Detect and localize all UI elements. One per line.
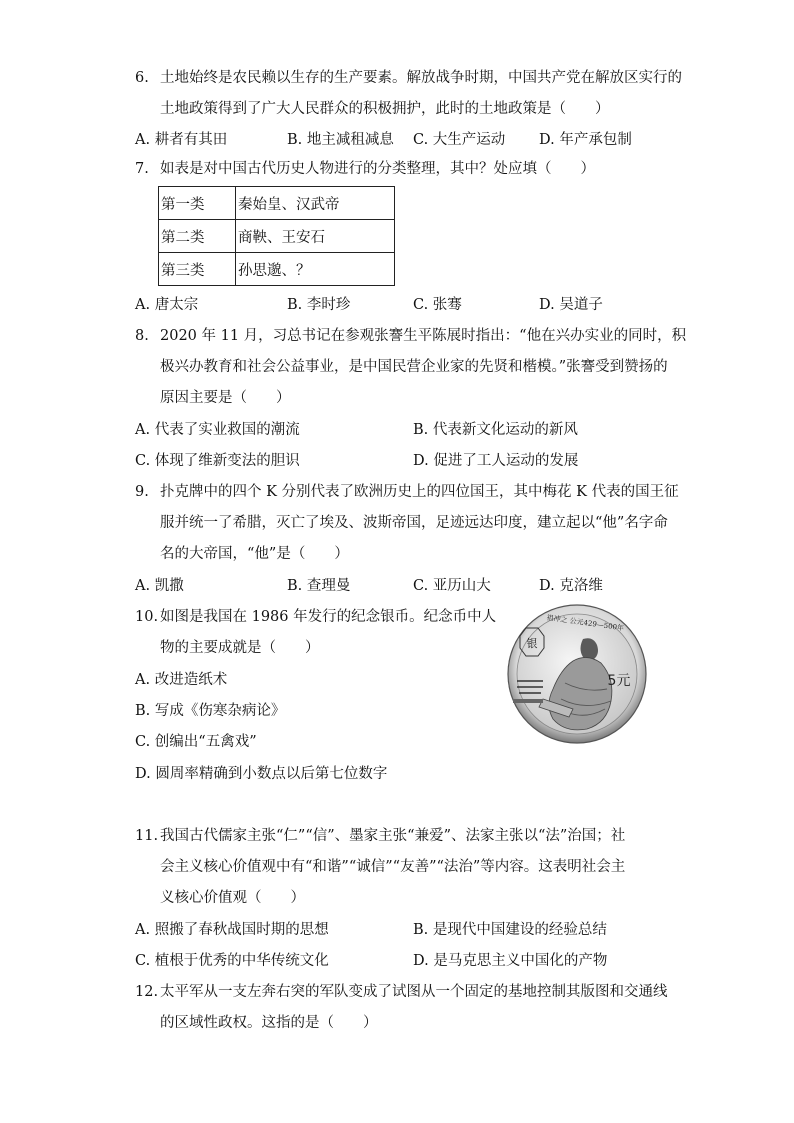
- question-number: 12.: [135, 984, 159, 1000]
- question-stem: 土地政策得到了广大人民群众的积极拥护，此时的土地政策是（ ）: [160, 101, 610, 117]
- coin-inscription: 祖冲之 公元429—500年: [546, 613, 625, 633]
- option-b[interactable]: B. 是现代中国建设的经验总结: [413, 922, 607, 938]
- option-a[interactable]: A. 代表了实业救国的潮流: [135, 422, 300, 438]
- table-cell: 秦始皇、汉武帝: [236, 187, 395, 220]
- question-stem: 原因主要是（ ）: [160, 390, 291, 406]
- question-number: 11.: [135, 828, 159, 844]
- option-b[interactable]: B. 地主减租减息: [287, 132, 394, 148]
- question-number: 10.: [135, 609, 159, 625]
- question-number: 8.: [135, 328, 149, 344]
- option-b[interactable]: B. 查理曼: [287, 578, 351, 594]
- table-cell: 商鞅、王安石: [236, 220, 395, 253]
- commemorative-coin-image: [495, 603, 660, 745]
- option-c[interactable]: C. 大生产运动: [413, 132, 506, 148]
- option-a[interactable]: A. 照搬了春秋战国时期的思想: [135, 922, 329, 938]
- question-stem: 会主义核心价值观中有“和谐”“诚信”“友善”“法治”等内容。这表明社会主: [160, 859, 626, 875]
- table-cell: 第三类: [159, 253, 236, 286]
- question-stem: 土地始终是农民赖以生存的生产要素。解放战争时期，中国共产党在解放区实行的: [160, 70, 682, 86]
- coin-mark-text: 银: [526, 637, 538, 650]
- question-number: 6.: [135, 70, 149, 86]
- table-cell: 第二类: [159, 220, 236, 253]
- option-c[interactable]: C. 体现了维新变法的胆识: [135, 453, 300, 469]
- table-cell: 孙思邈、？: [236, 253, 395, 286]
- option-d[interactable]: D. 吴道子: [539, 297, 603, 313]
- option-d[interactable]: D. 促进了工人运动的发展: [413, 453, 579, 469]
- option-c[interactable]: C. 亚历山大: [413, 578, 491, 594]
- question-stem: 太平军从一支左奔右突的军队变成了试图从一个固定的基地控制其版图和交通线: [160, 984, 668, 1000]
- question-stem: 服并统一了希腊，灭亡了埃及、波斯帝国，足迹远达印度，建立起以“他”名字命: [160, 515, 668, 531]
- question-stem: 我国古代儒家主张“仁”“信”、墨家主张“兼爱”、法家主张以“法”治国；社: [160, 828, 626, 844]
- table-row: [159, 220, 395, 253]
- option-d[interactable]: D. 克洛维: [539, 578, 603, 594]
- question-stem: 2020 年 11 月，习总书记在参观张謇生平陈展时指出：“他在兴办实业的同时，积: [160, 328, 687, 344]
- question-stem: 如图是我国在 1986 年发行的纪念银币。纪念币中人: [160, 609, 497, 625]
- question-number: 9.: [135, 484, 149, 500]
- option-b[interactable]: B. 代表新文化运动的新风: [413, 422, 578, 438]
- table-row: [159, 187, 395, 220]
- option-a[interactable]: A. 耕者有其田: [135, 132, 228, 148]
- option-d[interactable]: D. 是马克思主义中国化的产物: [413, 953, 608, 969]
- question-stem: 义核心价值观（ ）: [160, 890, 305, 906]
- option-a[interactable]: A. 凯撒: [135, 578, 184, 594]
- table-row: [159, 253, 395, 286]
- option-a[interactable]: A. 唐太宗: [135, 297, 199, 313]
- option-c[interactable]: C. 植根于优秀的中华传统文化: [135, 953, 329, 969]
- option-b[interactable]: B. 写成《伤寒杂病论》: [135, 703, 286, 719]
- question-stem: 扑克牌中的四个 K 分别代表了欧洲历史上的四位国王，其中梅花 K 代表的国王征: [160, 484, 679, 500]
- option-d[interactable]: D. 年产承包制: [539, 132, 632, 148]
- question-stem: 极兴办教育和社会公益事业，是中国民营企业家的先贤和楷模。”张謇受到赞扬的: [160, 359, 668, 375]
- classification-table: [158, 186, 395, 286]
- coin-denomination: 5元: [607, 673, 631, 689]
- question-stem: 如表是对中国古代历史人物进行的分类整理，其中？处应填（ ）: [160, 161, 595, 177]
- question-stem: 名的大帝国，“他”是（ ）: [160, 546, 349, 562]
- option-c[interactable]: C. 创编出“五禽戏”: [135, 734, 257, 750]
- question-number: 7.: [135, 161, 149, 177]
- option-a[interactable]: A. 改进造纸术: [135, 672, 228, 688]
- question-stem: 物的主要成就是（ ）: [160, 640, 320, 656]
- option-c[interactable]: C. 张骞: [413, 297, 462, 313]
- option-b[interactable]: B. 李时珍: [287, 297, 351, 313]
- option-d[interactable]: D. 圆周率精确到小数点以后第七位数字: [135, 766, 388, 782]
- table-cell: 第一类: [159, 187, 236, 220]
- desk: [513, 699, 543, 703]
- question-stem: 的区域性政权。这指的是（ ）: [160, 1015, 378, 1031]
